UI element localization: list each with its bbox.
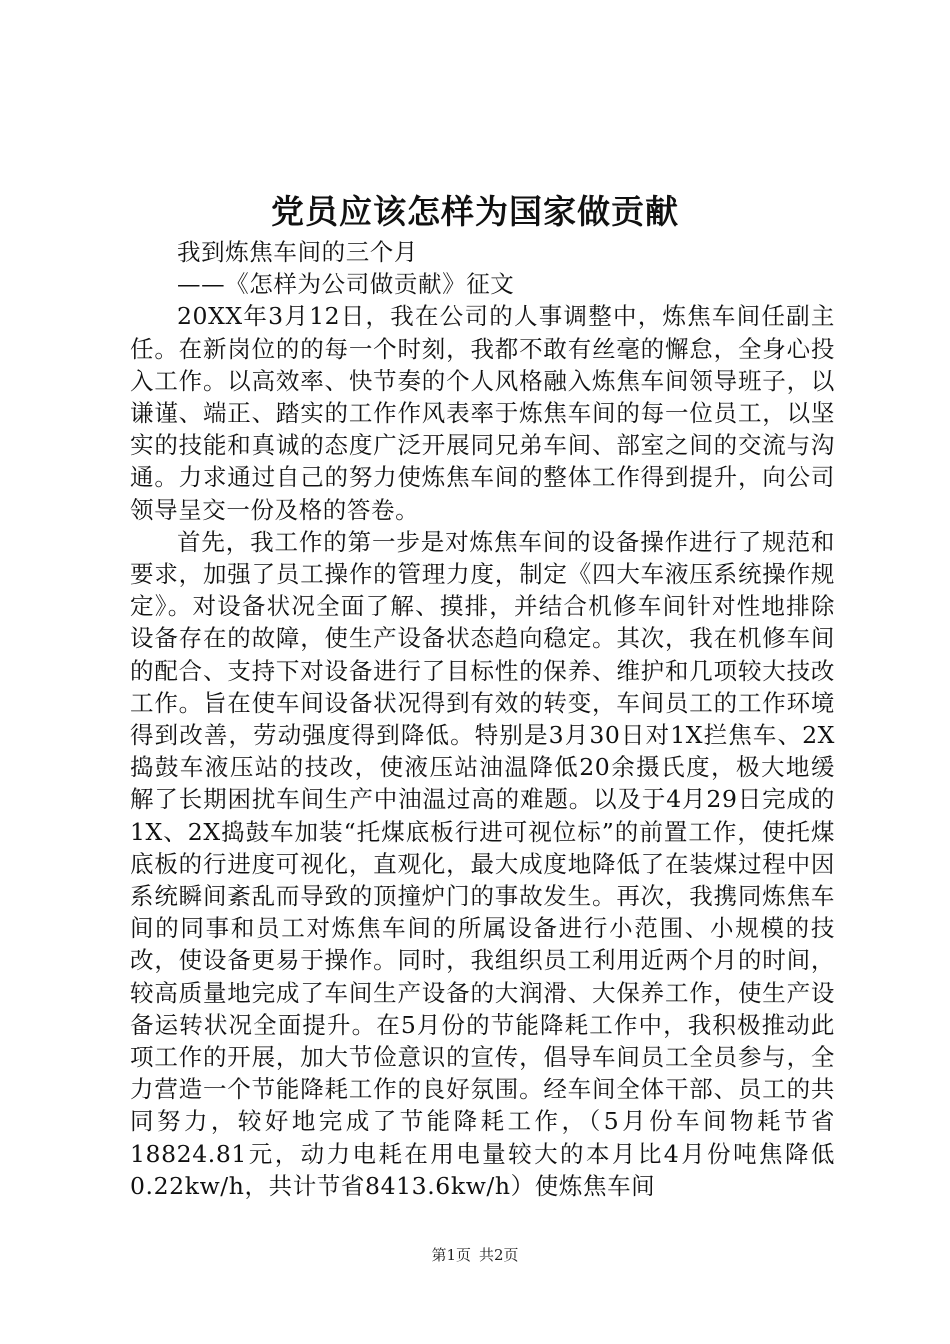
subtitle-line: 我到炼焦车间的三个月 [177, 238, 418, 266]
page-footer [0, 1244, 950, 1265]
document-title: 党员应该怎样为国家做贡献 [271, 192, 679, 231]
paragraph-2: 首先，我工作的第一步是对炼焦车间的设备操作进行了规范和要求，加强了员工操作的管理力度，制定《四大车液压系统操作规定》。对设备状况全面了解、摸排，并结合机修车间针对性地排除设备存在的故障，使生产设备状态趋向稳定。其次，我在机修车间的配合、支持下对设备进行了目标性的保养、维护和几项较大技改工作。旨在使车间设备状况得到有效的转变，车间员工的工作环境得到改善，劳动强度得到降低。特别是3月30日对1X拦焦车、2X捣鼓车液压站的技改，使液压站油温降低20余摄氏度，极大地缓解了长期困扰车间生产中油温过高的难题。以及于4月29日完成的1X、2X捣鼓车加装“托煤底板行进可视位标”的前置工作，使托煤底板的行进度可视化，直观化，最大成度地降低了在装煤过程中因系统瞬间紊乱而导致的顶撞炉门的事故发生。再次，我携同炼焦车间的同事和员工对炼焦车间的所属设备进行小范围、小规模的技改，使设备更易于操作。同时，我组织员工利用近两个月的时间，较高质量地完成了车间生产设备的大润滑、大保养工作，使生产设备运转状况全面提升。在5月份的节能降耗工作中，我积极推动此项工作的开展，加大节俭意识的宣传，倡导车间员工全员参与，全力营造一个节能降耗工作的良好氛围。经车间全体干部、员工的共同努力，较好地完成了节能降耗工作，（5月份车间物耗节省18824.81元，动力电耗在用电量较大的本月比4月份吨焦降低0.22kw/h，共计节省8413.6kw/h）使炼焦车间 [130, 527, 835, 1200]
page-total: 共2页 [479, 1246, 519, 1264]
byline-line: ——《怎样为公司做贡献》征文 [177, 270, 515, 299]
paragraph-1: 20XX年3月12日，我在公司的人事调整中，炼焦车间任副主任。在新岗位的的每一个时刻，我都不敢有丝毫的懈怠，全身心投入工作。以高效率、快节奏的个人风格融入炼焦车间领导班子，以谦谨、端正、踏实的工作作风表率于炼焦车间的每一位员工，以坚实的技能和真诚的态度广泛开展同兄弟车间、部室之间的交流与沟通。力求通过自己的努力使炼焦车间的整体工作得到提升，向公司领导呈交一份及格的答卷。 [130, 302, 835, 524]
page-number: 第1页 [431, 1246, 471, 1264]
document-body [130, 236, 835, 1202]
